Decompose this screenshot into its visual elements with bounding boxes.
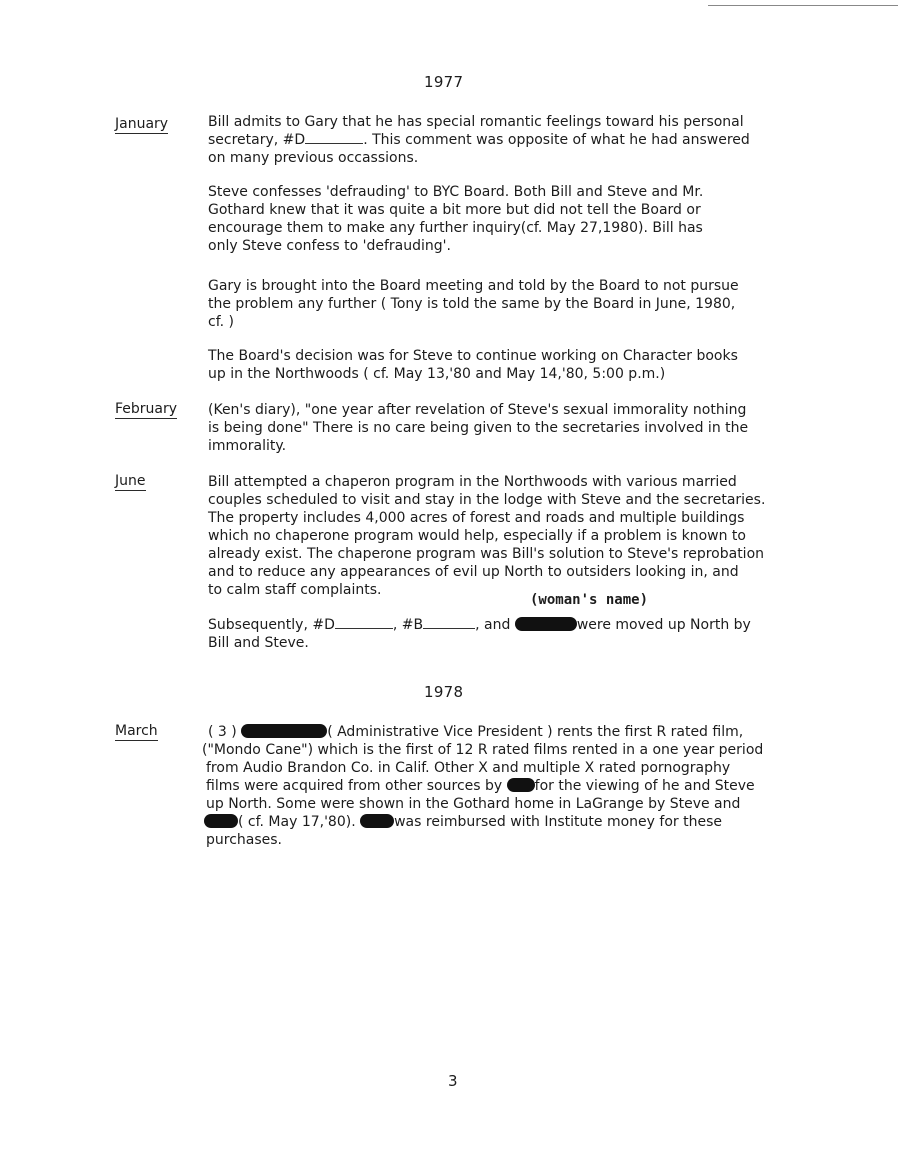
year-heading-1978: 1978	[424, 683, 464, 701]
january-paragraph-1: Bill admits to Gary that he has special romantic feelings toward his personal secretary, #D . This comment was opposite of what he had answered on many previous occassions.	[208, 114, 750, 166]
month-label-march: March	[115, 723, 158, 739]
redaction-mark	[204, 814, 238, 828]
redaction-mark	[360, 814, 394, 828]
year-heading-1977: 1977	[424, 73, 464, 91]
name-blank	[305, 142, 363, 144]
january-paragraph-2: Steve confesses 'defrauding' to BYC Board. Both Bill and Steve and Mr. Gothard knew that it was quite a bit more but did not tell the Board or encourage them to make any further inquiry(cf. May 27,1980). Bill has only Steve confess to 'defrauding'.	[208, 184, 704, 254]
february-paragraph: (Ken's diary), "one year after revelation of Steve's sexual immorality nothing is being done" There is no care being given to the secretaries involved in the immorality.	[208, 402, 749, 454]
march-paragraph: ( 3 ) ( Administrative Vice President ) rents the first R rated film, ("Mondo Cane") which is the first of 12 R rated films rented in a one year period from Audio Brandon Co. in Calif. Other X and multiple X rated pornography films were acquired from other sources by for the viewing of he and Steve up North. Some were shown in the Gothard home in LaGrange by Steve and ( cf. May 17,'80). was reimbursed with Institute money for these purchases.	[202, 724, 764, 848]
top-rule	[708, 5, 898, 6]
name-blank	[423, 627, 475, 629]
page-number: 3	[448, 1072, 458, 1090]
handwritten-annotation: (woman's name)	[530, 592, 649, 608]
name-blank	[335, 627, 393, 629]
june-paragraph-2: Subsequently, #D , #B , and were moved up North by Bill and Steve.	[208, 617, 751, 651]
month-label-february: February	[115, 401, 178, 417]
redaction-mark	[241, 724, 327, 738]
month-label-june: June	[115, 473, 146, 489]
january-paragraph-3: Gary is brought into the Board meeting and told by the Board to not pursue the problem any further ( Tony is told the same by the Board in June, 1980, cf. )	[208, 278, 739, 330]
january-paragraph-4: The Board's decision was for Steve to continue working on Character books up in the Northwoods ( cf. May 13,'80 and May 14,'80, 5:00 p.m.)	[208, 348, 738, 382]
redaction-mark	[507, 778, 535, 792]
june-paragraph-1: Bill attempted a chaperon program in the Northwoods with various married couples scheduled to visit and stay in the lodge with Steve and the secretaries. The property includes 4,000 acres of forest and roads and multiple buildings which no chaperone program would help, especially if a problem is known to already exist. The chaperone program was Bill's solution to Steve's reprobation and to reduce any appearances of evil up North to outsiders looking in, and to calm staff complaints.	[208, 474, 766, 598]
month-label-january: January	[115, 116, 169, 132]
redaction-mark	[515, 617, 577, 631]
